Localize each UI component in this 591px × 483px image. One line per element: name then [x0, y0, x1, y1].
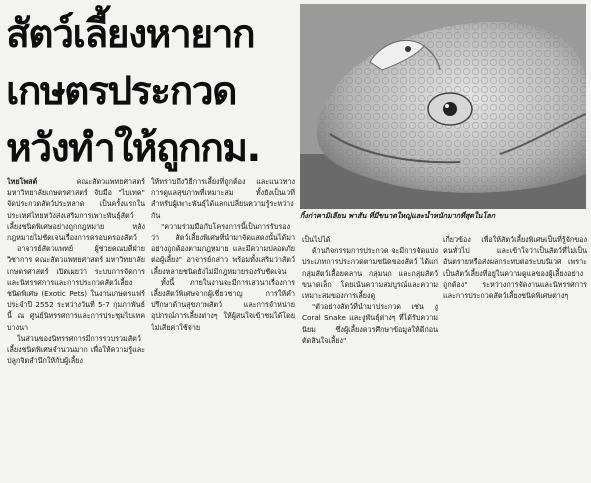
article-column-3 — [302, 234, 438, 480]
paragraph-text: ทั้งนี้ ภายในงานจะมีการเสวนาเรื่องการเลี้ยงสัตว์พิเศษจากผู้เชี่ยวชาญ การให้คำปรึกษาด้านสุขภาพสัตว์ และการจำหน่ายอุปกรณ์การเลี้ยงต่างๆ ให้ผู้สนใจเข้าชมได้โดยไม่เสียค่าใช้จ่าย — [151, 277, 295, 332]
headline — [6, 6, 292, 177]
article-column-1 — [7, 176, 145, 480]
article-paragraph — [7, 333, 145, 367]
headline-line-1: สัตว์เลี้ยงหายาก — [6, 12, 255, 57]
paragraph-text: "ตัวอย่างสัตว์ที่นำมาประกวด เช่น งู Coral Snake และงูพันธุ์ต่างๆ ที่ได้รับความนิยม ซึ่งผู้เลี้ยงควรศึกษาข้อมูลให้ดีก่อนตัดสินใจเลี้ยง" — [302, 302, 438, 345]
paragraph-text: ให้ทราบถึงวิธีการเลี้ยงที่ถูกต้อง และแนวทางการดูแลสุขภาพที่เหมาะสม ทั้งยังเป็นเวทีสำหรับผู้เพาะพันธุ์ได้แลกเปลี่ยนความรู้ระหว่างกัน — [151, 177, 295, 220]
article-paragraph — [302, 234, 438, 245]
paragraph-text: ในส่วนของนิทรรศการมีการรวบรวมสัตว์เลี้ยงชนิดพิเศษจำนวนมาก เพื่อให้ความรู้และปลูกจิตสำนึกให้กับผู้เลี้ยง — [7, 333, 145, 366]
article-paragraph — [151, 221, 295, 277]
article-paragraph — [302, 301, 438, 346]
headline-line-2: เกษตรประกวด — [6, 69, 236, 114]
byline: ไทยโพสต์ — [7, 177, 38, 186]
article-paragraph — [7, 176, 145, 243]
paragraph-text: "ความร่วมมือกับโครงการนี้เป็นการรับรองว่า สัตว์เลี้ยงพิเศษที่นำมาจัดแสดงนั้นได้มาอย่างถูกต้องตามกฎหมาย และมีความปลอดภัยต่อผู้เลี้ยง" อาจารย์กล่าว พร้อมทั้งเสริมว่าสัตว์เลี้ยงหลายชนิดยังไม่มีกฎหมายรองรับชัดเจน — [151, 221, 295, 276]
article-paragraph — [151, 176, 295, 221]
photo-caption: กิ้งก่าคามิเลียน พาสัน ที่มีขนาดใหญ่และน้ำหนักมากที่สุดในโลก — [300, 211, 496, 220]
news-photo — [300, 4, 586, 209]
paragraph-text: เป็นไปได้ — [302, 235, 331, 244]
article-paragraph — [151, 277, 295, 333]
paragraph-text: อาจารย์สัตวแพทย์ ผู้ช่วยคณบดีฝ่ายวิชาการ คณะสัตวแพทยศาสตร์ มหาวิทยาลัยเกษตรศาสตร์ เปิดเผยว่า ระบบการจัดการและนิทรรศการและการประกวดสัตว์เลี้ยงชนิดพิเศษ (Exotic Pets) ในงานเกษตรแฟร์ประจำปี 2552 ระหว่างวันที่ 5-7 กุมภาพันธ์นี้ ณ ศูนย์นิทรรศการและการประชุมไบเทค บางนา — [7, 244, 145, 332]
paragraph-text: คณะสัตวแพทยศาสตร์ มหาวิทยาลัยเกษตรศาสตร์ จับมือ "ไบเทค" จัดประกวดสัตว์ประหลาด เป็นครั้งแรกในประเทศไทยหวังส่งเสริมการเพาะพันธุ์สัตว์เลี้ยงชนิดพิเศษอย่างถูกกฎหมาย หลังกฎหมายไม่ชัดเจนเรื่องการครอบครองสัตว์ — [7, 177, 145, 243]
article-paragraph — [302, 245, 438, 301]
paragraph-text: ด้านกิจกรรมการประกวด จะมีการจัดแบ่งประเภทการประกวดตามชนิดของสัตว์ ได้แก่ กลุ่มสัตว์เลื้อยคลาน กลุ่มนก และกลุ่มสัตว์ขนาดเล็ก โดยเน้นความสมบูรณ์และความเหมาะสมของการเลี้ยงดู — [302, 246, 438, 301]
article-column-4 — [443, 234, 587, 354]
article-paragraph — [7, 243, 145, 333]
article-paragraph — [443, 234, 587, 301]
article-column-2 — [151, 176, 295, 480]
chameleon-illustration — [300, 4, 586, 209]
headline-line-3: หวังทำให้ถูกกม. — [6, 126, 260, 171]
paragraph-text: เกี่ยวข้อง เพื่อให้สัตว์เลี้ยงพิเศษเป็นที่รู้จักของคนทั่วไป และเข้าใจว่าเป็นสัตว์ที่ไม่เป็นอันตรายหรือส่งผลกระทบต่อระบบนิเวศ เพราะเป็นสัตว์เลี้ยงที่อยู่ในความดูแลของผู้เลี้ยงอย่างถูกต้อง" ระหว่างการจัดงานและนิทรรศการและการประกวดสัตว์เลี้ยงชนิดพิเศษต่างๆ — [443, 235, 587, 301]
